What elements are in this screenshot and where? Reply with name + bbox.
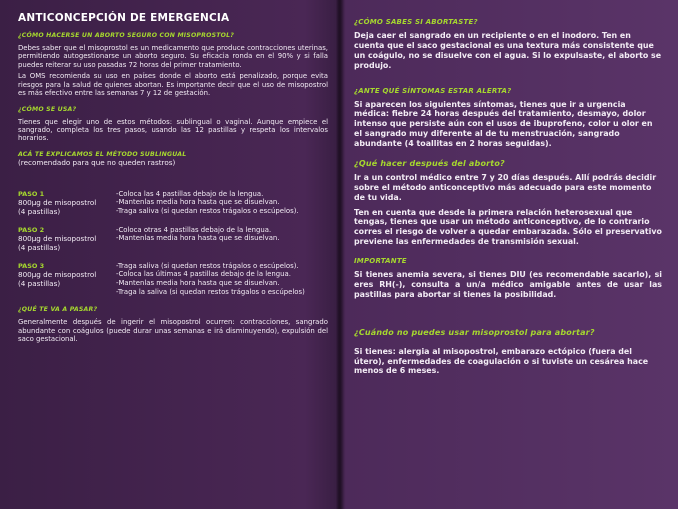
left-page xyxy=(0,0,338,509)
paragraph-symptoms: Si aparecen los siguientes síntomas, tienes que ir a urgencia médica: fiebre 24 horas después del tratamiento, desmayo, dolor intenso que persiste aún con el usos de ibuprofeno, color u olor en el sangrado muy diferente al de tu menstruación, sangrado abundante (4 toallitas en 2 horas seguidas). xyxy=(354,99,653,148)
paragraph-misoprostol-intro: Debes saber que el misoprostol es un medicamento que produce contracciones uterinas, permitiendo autogestionarse un aborto seguro. Su eficacia ronda en el 90% y si falla puedes reiterar su uso pasadas 72 horas del primer tratamiento. xyxy=(18,44,328,69)
step-instruction: -Coloca otras 4 pastillas debajo de la lengua. xyxy=(116,225,272,234)
step-count: (4 pastillas) xyxy=(18,242,61,252)
step-instruction: -Traga la saliva (si quedan restos trágalos o escúpelos) xyxy=(116,287,305,296)
step-instruction: -Coloca las últimas 4 pastillas debajo de la lengua. xyxy=(116,270,291,279)
steps-list xyxy=(18,190,328,297)
step-instruction: -Mantenlas media hora hasta que se disuelvan. xyxy=(116,198,280,207)
right-page xyxy=(342,0,678,509)
paragraph-contraindications: Si tienes: alergia al misopostrol, embarazo ectópico (fuera del útero), enfermedades de coagulación o si tuviste un cesárea hace menos de 6 meses. xyxy=(354,346,649,376)
step-instruction: -Traga saliva (si quedan restos trágalos o escúpelos). xyxy=(116,206,299,215)
step-label: PASO 1 xyxy=(18,189,45,198)
step-item xyxy=(18,190,328,216)
main-title: ANTICONCEPCIÓN DE EMERGENCIA xyxy=(18,12,230,24)
paragraph-methods: Tienes que elegir uno de estos métodos: sublingual o vaginal. Aunque empiece el sangrado, completa los tres pasos, usando las 12 pastillas y respeta los intervalos horarios. xyxy=(18,117,328,143)
heading-how-to-use: ¿CÓMO SE USA? xyxy=(18,105,77,113)
paragraph-contraception: Ten en cuenta que desde la primera relación heterosexual que tengas, tienes que usar un método anticonceptivo, de lo contrario corres el riesgo de volver a quedar embarazada. Sólo el preservativo previene las enfermedades de transmisión sexual. xyxy=(354,207,662,247)
step-instruction: -Traga saliva (si quedan restos trágalos o escúpelos). xyxy=(116,261,299,270)
sublingual-note: (recomendado para que no queden rastros) xyxy=(18,157,176,167)
step-dose: 800µg de misopostrol xyxy=(18,269,97,279)
step-item xyxy=(18,262,328,297)
step-count: (4 pastillas) xyxy=(18,278,61,288)
heading-after-abortion: ¿Qué hacer después del aborto? xyxy=(354,158,505,168)
step-instruction: -Mantenlas media hora hasta que se disuelvan. xyxy=(116,279,280,288)
paragraph-verify: Deja caer el sangrado en un recipiente o en el inodoro. Ten en cuenta que el saco gestacional es una textura más consistente que un coágulo, no se disuelve con el agua. Si lo expulsaste, el aborto se produjo. xyxy=(354,31,662,70)
step-label: PASO 2 xyxy=(18,225,45,234)
step-dose: 800µg de misopostrol xyxy=(18,197,97,207)
heading-how-to-know: ¿CÓMO SABES SI ABORTASTE? xyxy=(354,18,478,26)
paragraph-effects: Generalmente después de ingerir el misopostrol ocurren: contracciones, sangrado abundante con coágulos (puede durar unas semanas e irá disminuyendo), expulsión del saco gestacional. xyxy=(18,318,328,344)
paragraph-control: Ir a un control médico entre 7 y 20 días después. Allí podrás decidir sobre el método anticonceptivo más adecuado para este momento de tu vida. xyxy=(354,172,657,202)
heading-what-happens: ¿QUÉ TE VA A PASAR? xyxy=(18,306,98,314)
step-instruction: -Mantenlas media hora hasta que se disuelvan. xyxy=(116,234,280,243)
heading-symptoms: ¿ANTE QUÉ SÍNTOMAS ESTAR ALERTA? xyxy=(354,86,512,95)
step-count: (4 pastillas) xyxy=(18,206,61,216)
heading-sublingual: ACÁ TE EXPLICAMOS EL MÉTODO SUBLINGUAL xyxy=(18,150,187,158)
step-label: PASO 3 xyxy=(18,261,45,270)
heading-when-not: ¿Cuándo no puedes usar misoprostol para abortar? xyxy=(354,327,595,337)
step-instruction: -Coloca las 4 pastillas debajo de la lengua. xyxy=(116,189,264,198)
paragraph-oms: La OMS recomienda su uso en países donde el aborto está penalizado, porque evita riesgos para la salud de quienes abortan. Es importante decir que el uso de misopostrol es más efectivo entre las semanas 7 y 12 de gestación. xyxy=(18,72,328,98)
step-dose: 800µg de misopostrol xyxy=(18,233,97,243)
paragraph-important: Si tienes anemia severa, si tienes DIU (es recomendable sacarlo), si eres RH(-), consulta a un/a médico amigable antes de usar las pastillas para abortar si tienes la posibilidad. xyxy=(354,270,662,299)
heading-important: IMPORTANTE xyxy=(354,257,407,265)
heading-how-to-abort: ¿CÓMO HACERSE UN ABORTO SEGURO CON MISOPROSTOL? xyxy=(18,32,235,39)
step-item xyxy=(18,226,328,252)
